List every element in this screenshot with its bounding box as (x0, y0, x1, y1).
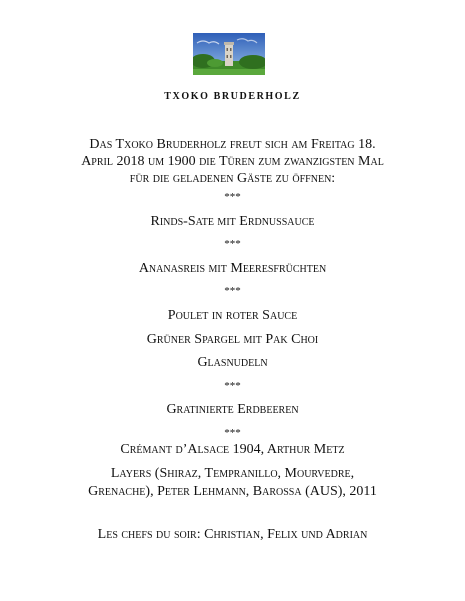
course-separator: *** (224, 285, 241, 298)
chefs-credit: Les chefs du soir: Christian, Felix und Adrian (97, 527, 368, 542)
course-separator: *** (224, 238, 241, 251)
invitation-line: für die geladenen Gäste zu öffnen: (129, 171, 336, 186)
course-separator: *** (224, 191, 241, 203)
invitation-line: Das Txoko Bruderholz freut sich am Freitag 18. (89, 137, 376, 152)
wine-list (0, 441, 465, 501)
wine-item: Crémant d’Alsace 1904, Arthur Metz (120, 442, 345, 457)
invitation-line: April 2018 um 1900 die Türen zum zwanzigsten Mal (81, 154, 384, 169)
invitation-text (0, 136, 465, 187)
menu-item: Ananasreis mit Meeresfrüchten (138, 260, 327, 276)
menu-item: Rinds-Sate mit Erdnussauce (150, 213, 315, 229)
menu-item: Gratinierte Erdbeeren (166, 402, 299, 418)
tower-landscape-photo-icon (193, 33, 265, 75)
wine-item-line: Grenache), Peter Lehmann, Barossa (AUS), 2011 (88, 484, 377, 499)
course-separator: *** (224, 379, 241, 392)
restaurant-title: TXOKO BRUDERHOLZ (164, 91, 301, 102)
wine-item-line: Layers (Shiraz, Tempranillo, Mourvedre, (110, 466, 355, 481)
menu-list (0, 186, 465, 446)
menu-item: Glasnudeln (197, 355, 268, 371)
course-separator: *** (224, 426, 241, 439)
menu-item: Poulet in roter Sauce (167, 307, 298, 323)
menu-item: Grüner Spargel mit Pak Choi (146, 331, 319, 347)
